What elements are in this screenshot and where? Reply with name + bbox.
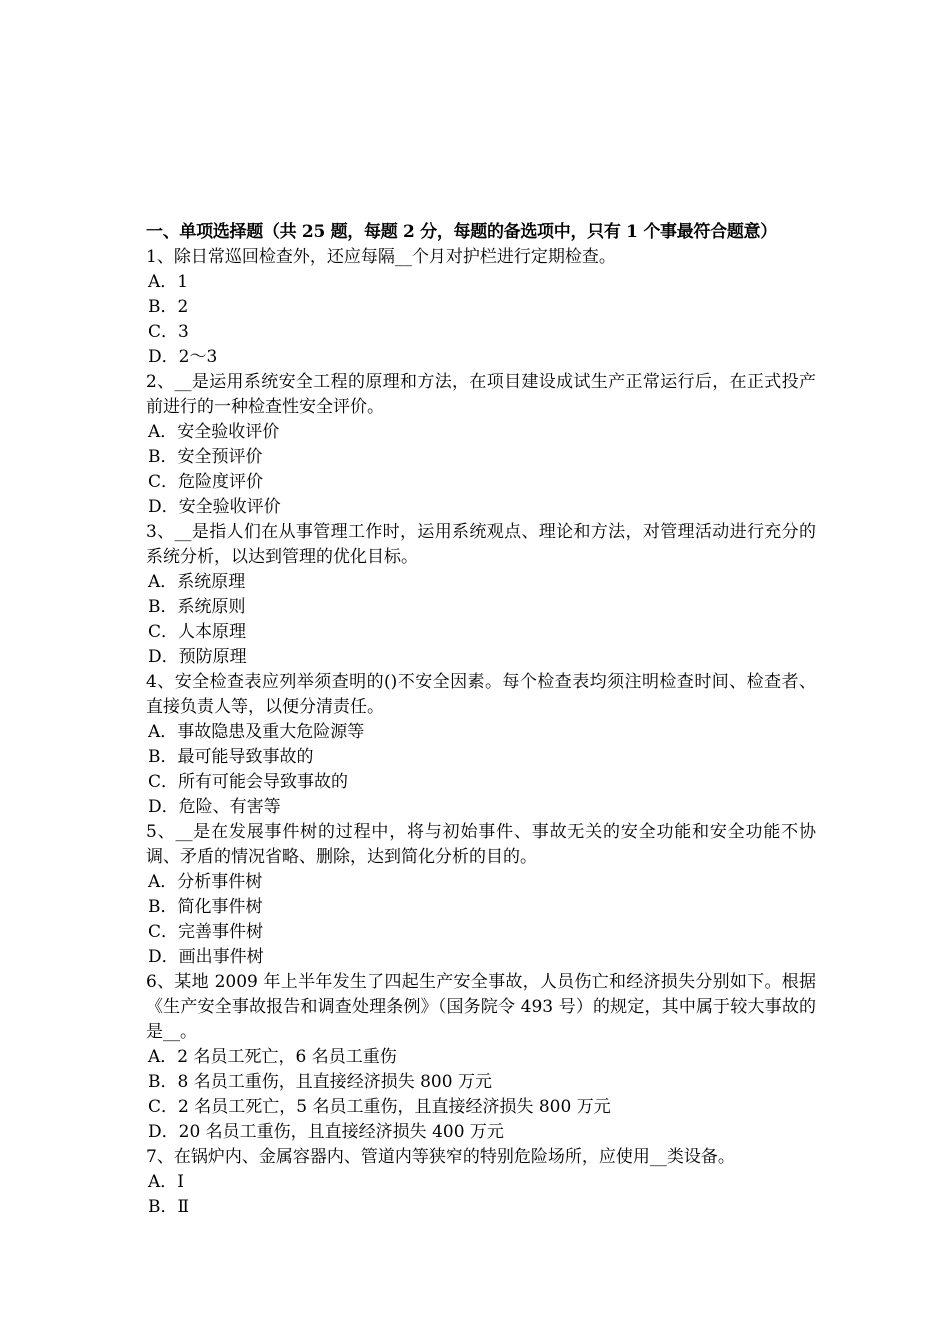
document-page xyxy=(146,220,816,1220)
option-a: A．事故隐患及重大危险源等 xyxy=(148,722,365,742)
option-d: D．预防原理 xyxy=(148,647,247,667)
question-stem: 6、某地 2009 年上半年发生了四起生产安全事故，人员伤亡和经济损失分别如下。根据《生产安全事故报告和调查处理条例》（国务院令 493 号）的规定，其中属于较大事故的是__。 xyxy=(146,972,816,1042)
option-c: C．完善事件树 xyxy=(148,922,264,942)
option-a: A．系统原理 xyxy=(148,572,246,592)
question-stem: 1、除日常巡回检查外，还应每隔__个月对护栏进行定期检查。 xyxy=(146,247,616,267)
option-d: D．2～3 xyxy=(148,347,218,367)
question-stem: 2、__是运用系统安全工程的原理和方法，在项目建设成试生产正常运行后，在正式投产前进行的一种检查性安全评价。 xyxy=(146,372,816,417)
option-b: B．Ⅱ xyxy=(148,1197,190,1217)
option-a: A．Ⅰ xyxy=(148,1172,184,1192)
option-c: C．人本原理 xyxy=(148,622,247,642)
question-2 xyxy=(146,370,816,520)
option-b: B．2 xyxy=(148,297,189,317)
option-d: D．画出事件树 xyxy=(148,947,264,967)
question-stem: 3、__是指人们在从事管理工作时，运用系统观点、理论和方法，对管理活动进行充分的系统分析，以达到管理的优化目标。 xyxy=(146,522,816,567)
option-a: A．1 xyxy=(148,272,189,292)
question-stem: 7、在锅炉内、金属容器内、管道内等狭窄的特别危险场所，应使用__类设备。 xyxy=(146,1147,735,1167)
option-a: A．安全验收评价 xyxy=(148,422,280,442)
question-7 xyxy=(146,1145,816,1220)
option-c: C．所有可能会导致事故的 xyxy=(148,772,349,792)
option-c: C．危险度评价 xyxy=(148,472,264,492)
option-b: B．安全预评价 xyxy=(148,447,263,467)
option-b: B．系统原则 xyxy=(148,597,246,617)
option-d: D．20 名员工重伤，且直接经济损失 400 万元 xyxy=(148,1122,504,1142)
option-d: D．安全验收评价 xyxy=(148,497,281,517)
option-c: C．3 xyxy=(148,322,189,342)
option-a: A．2 名员工死亡，6 名员工重伤 xyxy=(148,1047,397,1067)
option-b: B．简化事件树 xyxy=(148,897,263,917)
question-stem: 4、安全检查表应列举须查明的()不安全因素。每个检查表均须注明检查时间、检查者、直接负责人等，以便分清责任。 xyxy=(146,672,816,717)
section-title: 一、单项选择题（共 25 题，每题 2 分，每题的备选项中，只有 1 个事最符合题意） xyxy=(146,222,777,242)
option-b: B．最可能导致事故的 xyxy=(148,747,314,767)
question-3 xyxy=(146,520,816,670)
option-b: B．8 名员工重伤，且直接经济损失 800 万元 xyxy=(148,1072,492,1092)
option-d: D．危险、有害等 xyxy=(148,797,281,817)
question-6 xyxy=(146,970,816,1145)
question-stem: 5、__是在发展事件树的过程中，将与初始事件、事故无关的安全功能和安全功能不协调、矛盾的情况省略、删除，达到简化分析的目的。 xyxy=(146,822,816,867)
option-c: C．2 名员工死亡，5 名员工重伤，且直接经济损失 800 万元 xyxy=(148,1097,611,1117)
question-5 xyxy=(146,820,816,970)
question-4 xyxy=(146,670,816,820)
question-1 xyxy=(146,245,816,370)
option-a: A．分析事件树 xyxy=(148,872,263,892)
